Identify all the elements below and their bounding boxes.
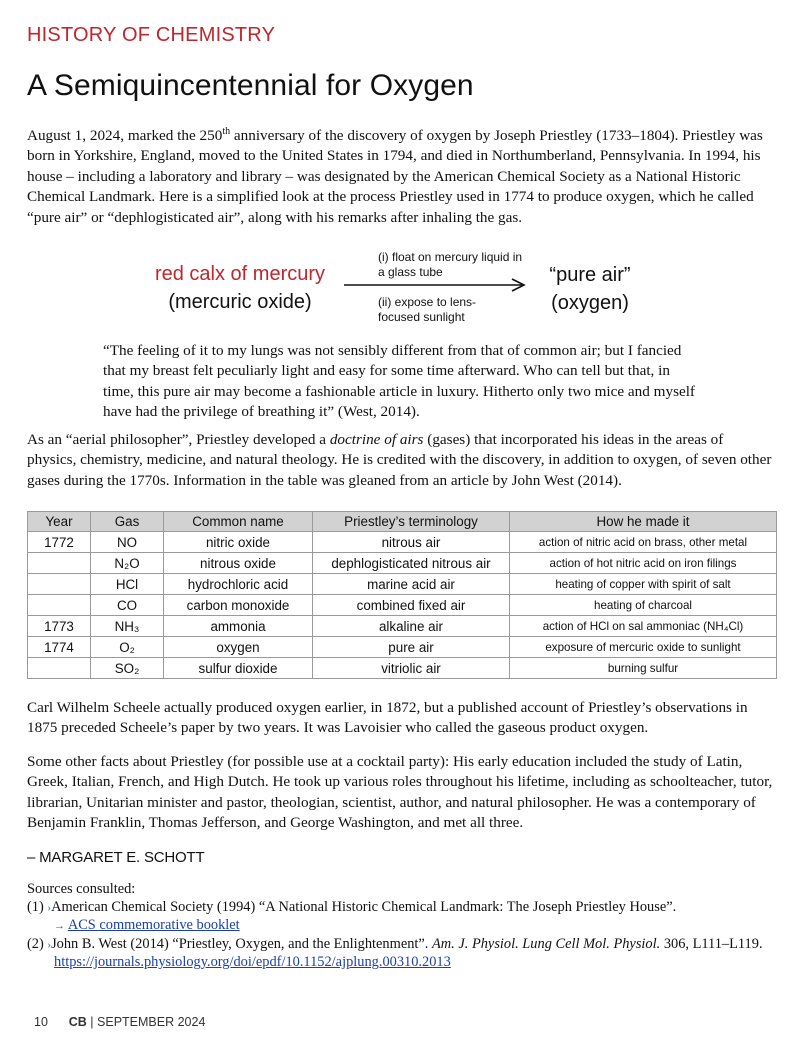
cell-common-name: oxygen bbox=[164, 637, 313, 658]
quote-citation: (West, 2014). bbox=[334, 403, 420, 421]
author-signature: – MARGARET E. SCHOTT bbox=[27, 849, 205, 866]
cell-common-name: carbon monoxide bbox=[164, 595, 313, 616]
article-title: A Semiquincentennial for Oxygen bbox=[27, 69, 474, 102]
cell-common-name: ammonia bbox=[164, 616, 313, 637]
table-row bbox=[28, 595, 777, 616]
reaction-condition-1: (i) float on mercury liquid in a glass tube bbox=[378, 250, 523, 279]
intro-superscript: th bbox=[222, 125, 231, 137]
scheele-paragraph: Carl Wilhelm Scheele actually produced oxygen earlier, in 1872, but a published account of Priestley’s observations in 1875 preceded Scheele’s paper by two years. It was Lavoisier who called the gaseous product oxygen. bbox=[27, 699, 748, 737]
cell-gas: N₂O bbox=[91, 553, 164, 574]
publication-name: CB bbox=[68, 1015, 87, 1029]
arrow-right-icon: → bbox=[54, 920, 65, 933]
source-1-link-row bbox=[27, 917, 777, 936]
table-row bbox=[28, 532, 777, 553]
cell-gas: NO bbox=[91, 532, 164, 553]
source-2-number: (2) bbox=[27, 935, 44, 952]
table-row bbox=[28, 574, 777, 595]
cell-year bbox=[28, 553, 91, 574]
quote-text: “The feeling of it to my lungs was not sensibly different from that of common air; but I fancied that my breast felt peculiarly light and easy for some time afterward. Who can tell but that, in time, this pure air may become a fashionable article in luxury. Hitherto only two mice and myself have had the privilege of breathing it” bbox=[103, 342, 695, 421]
table-row bbox=[28, 616, 777, 637]
reactant-name: red calx of mercury bbox=[154, 263, 326, 285]
source-2-journal: Am. J. Physiol. Lung Cell Mol. Physiol. bbox=[431, 935, 661, 952]
cell-terminology: vitriolic air bbox=[313, 658, 510, 679]
paragraph2-text-1: As an “aerial philosopher”, Priestley developed a bbox=[27, 431, 330, 448]
cell-method: burning sulfur bbox=[510, 658, 777, 679]
priestley-quote bbox=[103, 341, 703, 423]
cell-method: action of hot nitric acid on iron filings bbox=[510, 553, 777, 574]
intro-text-2: anniversary of the discovery of oxygen by Joseph Priestley (1733–1804). Priestley was born in Yorkshire, England, moved to the United States in 1794, and died in Northumberland, Pennsylvania. In 1994, his house – including a laboratory and library – was designated by the American Chemical Society as a National Historic Chemical Landmark. Here is a simplified look at the process Priestley used in 1774 to produce oxygen, which he called “pure air” or “dephlogisticated air”, along with his remarks after inhaling the gas. bbox=[27, 127, 763, 226]
cell-year: 1773 bbox=[28, 616, 91, 637]
cell-year: 1772 bbox=[28, 532, 91, 553]
section-kicker: HISTORY OF CHEMISTRY bbox=[27, 24, 276, 46]
journal-article-link[interactable]: https://journals.physiology.org/doi/epdf/10.1152/ajplung.00310.2013 bbox=[54, 954, 451, 971]
paragraph2-italic: doctrine of airs bbox=[329, 431, 424, 448]
intro-paragraph bbox=[27, 126, 775, 228]
gases-table bbox=[27, 511, 777, 679]
cell-gas: NH₃ bbox=[91, 616, 164, 637]
cell-common-name: sulfur dioxide bbox=[164, 658, 313, 679]
header-terminology: Priestley’s terminology bbox=[313, 512, 510, 532]
issue-date: SEPTEMBER 2024 bbox=[97, 1015, 206, 1029]
cell-gas: O₂ bbox=[91, 637, 164, 658]
cell-common-name: nitrous oxide bbox=[164, 553, 313, 574]
reaction-condition-2: (ii) expose to lens-focused sunlight bbox=[378, 295, 477, 324]
table-row bbox=[28, 637, 777, 658]
reaction-arrow-icon bbox=[344, 278, 528, 292]
cell-year bbox=[28, 595, 91, 616]
cell-year bbox=[28, 574, 91, 595]
cell-year bbox=[28, 658, 91, 679]
source-2-text: John B. West (2014) “Priestley, Oxygen, and the Enlightenment”. bbox=[51, 935, 432, 952]
reactant-formula: (mercuric oxide) bbox=[168, 291, 312, 313]
product-name: “pure air” bbox=[549, 264, 631, 286]
cell-method: heating of charcoal bbox=[510, 595, 777, 616]
cell-terminology: marine acid air bbox=[313, 574, 510, 595]
cell-method: exposure of mercuric oxide to sunlight bbox=[510, 637, 777, 658]
header-year: Year bbox=[28, 512, 91, 532]
sources-list bbox=[27, 881, 777, 972]
header-common-name: Common name bbox=[164, 512, 313, 532]
page-footer bbox=[34, 1015, 205, 1029]
source-1-number: (1) bbox=[27, 898, 44, 915]
source-item-1 bbox=[27, 899, 777, 918]
aerial-philosopher-paragraph bbox=[27, 430, 775, 491]
sources-heading: Sources consulted: bbox=[27, 881, 136, 897]
cell-gas: CO bbox=[91, 595, 164, 616]
reaction-product bbox=[515, 261, 665, 317]
header-method: How he made it bbox=[510, 512, 777, 532]
table-row bbox=[28, 553, 777, 574]
reaction-reactant bbox=[120, 260, 360, 316]
page-number: 10 bbox=[34, 1015, 48, 1029]
cell-common-name: hydrochloric acid bbox=[164, 574, 313, 595]
header-gas: Gas bbox=[91, 512, 164, 532]
cell-gas: SO₂ bbox=[91, 658, 164, 679]
chevron-right-icon: › bbox=[47, 901, 52, 914]
table-row bbox=[28, 658, 777, 679]
cell-common-name: nitric oxide bbox=[164, 532, 313, 553]
cell-year: 1774 bbox=[28, 637, 91, 658]
chevron-right-icon: › bbox=[47, 938, 52, 951]
table-header-row bbox=[28, 512, 777, 532]
cell-terminology: dephlogisticated nitrous air bbox=[313, 553, 510, 574]
facts-paragraph: Some other facts about Priestley (for possible use at a cocktail party): His early education included the study of Latin, Greek, Italian, French, and High Dutch. He took up various roles throughout his lifetime, including as schoolteacher, tutor, librarian, Unitarian minister and pastor, theologian, scientist, author, and natural philosopher. He was a contemporary of Benjamin Franklin, Thomas Jefferson, and George Washington, and met all three. bbox=[27, 753, 773, 832]
intro-text-1: August 1, 2024, marked the 250 bbox=[27, 127, 223, 144]
footer-separator: | bbox=[90, 1015, 94, 1029]
cell-terminology: combined fixed air bbox=[313, 595, 510, 616]
cell-terminology: pure air bbox=[313, 637, 510, 658]
source-2-link-row bbox=[27, 954, 777, 972]
cell-method: heating of copper with spirit of salt bbox=[510, 574, 777, 595]
source-1-text: American Chemical Society (1994) “A National Historic Chemical Landmark: The Joseph Priestley House”. bbox=[51, 898, 677, 915]
paragraph2-text-2: (gases) that incorporated his ideas in the areas of physics, chemistry, medicine, and natural theology. He is credited with the discovery, in addition to oxygen, of seven other gases during the 1770s. Information in the table was gleaned from an article by John West (2014). bbox=[27, 431, 772, 489]
cell-gas: HCl bbox=[91, 574, 164, 595]
cell-method: action of HCl on sal ammoniac (NH₄Cl) bbox=[510, 616, 777, 637]
source-2-volume: 306, L111–L119. bbox=[660, 935, 763, 952]
cell-terminology: nitrous air bbox=[313, 532, 510, 553]
acs-booklet-link[interactable]: ACS commemorative booklet bbox=[67, 917, 240, 934]
cell-method: action of nitric acid on brass, other metal bbox=[510, 532, 777, 553]
product-formula: (oxygen) bbox=[551, 292, 629, 314]
source-item-2 bbox=[27, 936, 777, 955]
cell-terminology: alkaline air bbox=[313, 616, 510, 637]
